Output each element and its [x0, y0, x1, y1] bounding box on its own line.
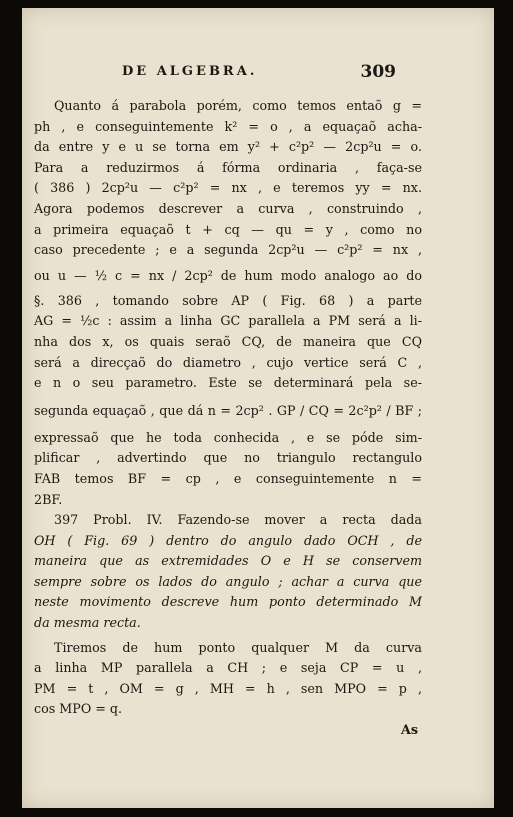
equation-line: ou u — ½ c = nx / 2cp² de hum modo analogo ao do [34, 267, 422, 283]
text-line: neste movimento descreve hum ponto determinado M [34, 594, 422, 610]
text-line: PM = t , OM = g , MH = h , sen MPO = p , [34, 680, 422, 696]
running-head: DE ALGEBRA. [122, 64, 258, 79]
text-line: OH ( Fig. 69 ) dentro do angulo dado OCH , de [34, 532, 422, 548]
text-line: a primeira equaçaõ t + cq — qu = y , como no [34, 221, 422, 237]
paragraph-parabola [34, 96, 422, 510]
equation-line: segunda equaçaõ , que dá n = 2cp² . GP / CQ = 2c²p² / BF ; [34, 402, 422, 418]
text-line: da mesma recta. [34, 615, 141, 631]
text-line: expressaõ que he toda conhecida , e se póde sim- [34, 429, 422, 445]
text-line: 397 Probl. IV. Fazendo-se mover a recta dada [54, 512, 422, 528]
text-line: a linha MP parallela a CH ; e seja CP = u , [34, 660, 422, 676]
text-line: Tiremos de hum ponto qualquer M da curva [54, 639, 422, 655]
page-header [22, 64, 494, 86]
text-line: cos MPO = q. [34, 701, 123, 717]
text-line: FAB temos BF = cp , e conseguintemente n = [34, 470, 422, 486]
text-line: caso precedente ; e a segunda 2cp²u — c²p² = nx , [34, 242, 422, 258]
body-text [34, 96, 422, 741]
paragraph-problem-iv [34, 510, 422, 634]
page-number: 309 [360, 62, 396, 82]
text-line: ( 386 ) 2cp²u — c²p² = nx , e teremos yy = nx. [34, 180, 422, 196]
text-line: plificar , advertindo que no triangulo rectangulo [34, 450, 422, 466]
book-page [22, 8, 494, 808]
text-line: maneira que as extremidades O e H se conservem [34, 553, 422, 569]
text-line: ph , e conseguintemente k² = o , a equaçaõ acha- [34, 118, 422, 134]
paragraph-solution [34, 638, 422, 720]
text-line: da entre y e u se torna em y² + c²p² — 2cp²u = o. [34, 139, 422, 155]
text-line: será a direcçaõ do diametro , cujo vertice será C , [34, 354, 422, 370]
text-line: Para a reduzirmos á fórma ordinaria , faça-se [34, 159, 422, 175]
text-line: e n o seu parametro. Este se determinará pela se- [34, 375, 422, 391]
text-line: nha dos x, os quais seraõ CQ, de maneira que CQ [34, 333, 422, 349]
text-line: Agora podemos descrever a curva , construindo , [34, 200, 422, 216]
text-line: 2BF. [34, 491, 63, 507]
text-line: AG = ½c : assim a linha GC parallela a PM será a li- [34, 313, 422, 329]
text-line: §. 386 , tomando sobre AP ( Fig. 68 ) a parte [34, 292, 422, 308]
text-line: Quanto á parabola porém, como temos entaõ g = [54, 98, 422, 113]
catchword: As [401, 722, 418, 738]
text-line: sempre sobre os lados do angulo ; achar a curva que [34, 573, 422, 589]
